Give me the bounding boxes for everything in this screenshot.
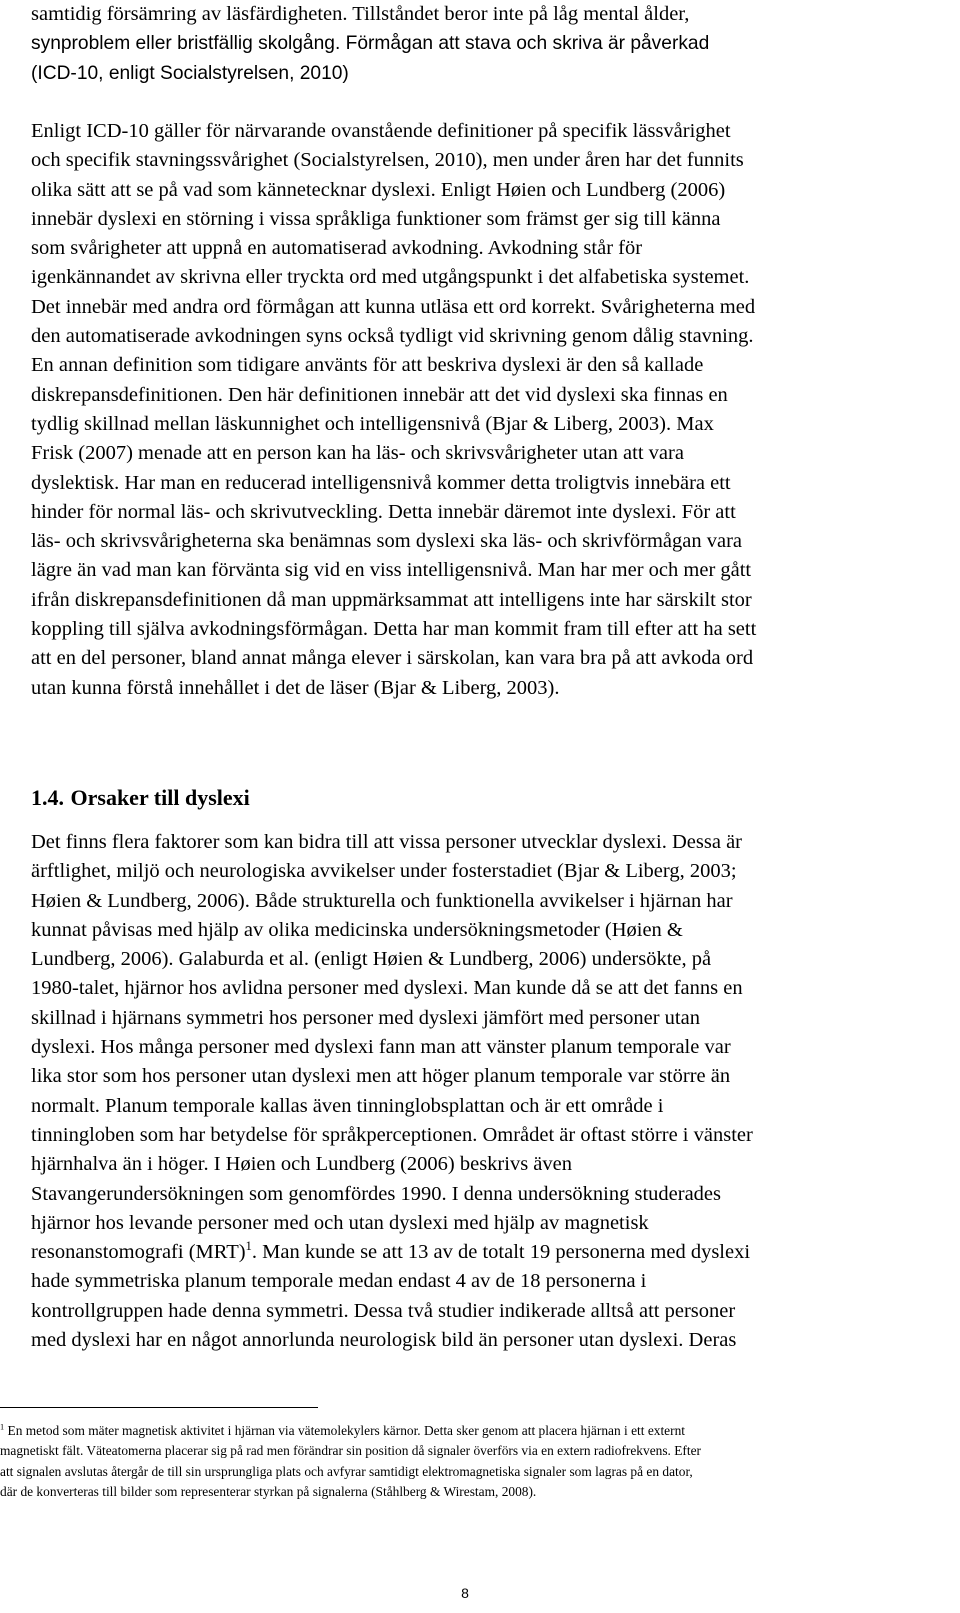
text-line: kunnat påvisas med hjälp av olika medicinska undersökningsmetoder (Høien & [31,918,683,941]
text-line: diskrepansdefinitionen. Den här definitionen innebär att det vid dyslexi ska finnas en [31,383,728,406]
text-line: utan kunna förstå innehållet i det de läser (Bjar & Liberg, 2003). [31,676,560,699]
text-line: läs- och skrivsvårigheterna ska benämnas som dyslexi ska läs- och skrivförmågan vara [31,530,743,553]
text-line: ifrån diskrepansdefinitionen då man uppmärksammat att intelligens inte har särskilt stor [31,588,752,611]
text-line: ärftlighet, miljö och neurologiska avvikelser under fosterstadiet (Bjar & Liberg, 2003; [31,860,737,883]
text-line: dyslexi. Hos många personer med dyslexi fann man att vänster planum temporale var [31,1036,731,1059]
paragraph-definitions [31,117,936,703]
mrt-text: resonanstomografi (MRT) [31,1241,246,1264]
text-line: Frisk (2007) menade att en person kan ha läs- och skrivsvårigheter utan att vara [31,442,684,465]
text-line: Enligt ICD-10 gäller för närvarande ovanstående definitioner på specifik lässvårighet [31,120,731,142]
text-line: Lundberg, 2006). Galaburda et al. (enligt Høien & Lundberg, 2006) undersökte, på [31,948,712,971]
text-line: tinningloben som har betydelse för språkperceptionen. Området är oftast större i vänster [31,1123,753,1146]
footnote-line: magnetiskt fält. Väteatomerna placerar sig på rad men förändrar sin position då signaler överförs via en extern radiofrekvens. Efter [0,1443,702,1459]
text-line: Høien & Lundberg, 2006). Både strukturella och funktionella avvikelser i hjärnan har [31,889,733,912]
text-line: igenkännandet av skrivna eller tryckta ord med utgångspunkt i det alfabetiska systemet. [31,266,750,289]
text-line [31,1238,936,1267]
footnote-separator [0,1407,318,1408]
text-line: 1980-talet, hjärnor hos avlidna personer med dyslexi. Man kunde då se att det fanns en [31,977,743,1000]
page-number: 8 [461,1585,469,1601]
text-line: Stavangerundersökningen som genomfördes 1990. I denna undersökning studerades [31,1182,722,1205]
text-line: tydlig skillnad mellan läskunnighet och intelligensnivå (Bjar & Liberg, 2003). Max [31,412,714,435]
footnote [0,1421,920,1503]
footnote-line [0,1421,920,1441]
section-title: Orsaker till dyslexi [70,785,250,810]
text-line: normalt. Planum temporale kallas även tinninglobsplattan och är ett område i [31,1094,664,1117]
paragraph-causes [31,828,936,1355]
text-line: skillnad i hjärnans symmetri hos personer med dyslexi jämfört med personer utan [31,1006,700,1029]
text-line: synproblem eller bristfällig skolgång. Förmågan att stava och skriva är påverkad [31,33,710,55]
text-line: koppling till själva avkodningsförmågan. Detta har man kommit fram till efter att ha sett [31,618,757,641]
text-line: Det innebär med andra ord förmågan att kunna utläsa ett ord korrekt. Svårigheterna med [31,295,756,318]
text-line: samtidig försämring av läsfärdigheten. Tillståndet beror inte på låg mental ålder, [31,3,690,25]
text-line: hinder för normal läs- och skrivutveckling. Detta innebär däremot inte dyslexi. För att [31,500,736,523]
text-line: att en del personer, bland annat många elever i särskolan, kan vara bra på att avkoda ord [31,647,754,670]
text-line: Det finns flera faktorer som kan bidra till att vissa personer utvecklar dyslexi. Dessa är [31,831,743,853]
text-line: olika sätt att se på vad som kännetecknar dyslexi. Enligt Høien och Lundberg (2006) [31,178,726,201]
footnote-line: att signalen avslutas återgår de till sin ursprungliga plats och avfyrar samtidigt elektromagnetiska signaler som lagras på en dator, [0,1463,693,1479]
footnote-reference[interactable]: 1 [245,1239,252,1254]
footnote-text: En metod som mäter magnetisk aktivitet i hjärnan via vätemolekylers kärnor. Detta sker genom att placera hjärnan i ett externt [7,1423,685,1438]
text-line: den automatiserade avkodningen syns också tydligt vid skrivning genom dålig stavning. [31,325,754,348]
footnote-line: där de konverteras till bilder som representerar styrkan på signalerna (Ståhlberg & Wirestam, 2008). [0,1484,537,1500]
text-line: hjärnor hos levande personer med och utan dyslexi med hjälp av magnetisk [31,1211,649,1234]
text-line: och specifik stavningssvårighet (Socialstyrelsen, 2010), men under åren har det funnits [31,149,744,172]
text-line: lägre än vad man kan förvänta sig vid en viss intelligensnivå. Man har mer och mer gått [31,559,752,582]
section-number: 1.4. [31,785,64,810]
text-line: dyslektisk. Har man en reducerad intelligensnivå kommer detta troligtvis innebära ett [31,471,731,494]
section-heading [31,783,250,813]
text-line: innebär dyslexi en störning i vissa språkliga funktioner som främst ger sig till känna [31,207,721,230]
text-line: kontrollgruppen hade denna symmetri. Dessa två studier indikerade alltså att personer [31,1299,736,1322]
text-line: med dyslexi har en något annorlunda neurologisk bild än personer utan dyslexi. Deras [31,1329,737,1352]
footnote-marker: 1 [0,1422,5,1432]
text-line: En annan definition som tidigare använts för att beskriva dyslexi är den så kallade [31,354,704,377]
text-line: (ICD-10, enligt Socialstyrelsen, 2010) [31,62,349,84]
text-line: som svårigheter att uppnå en automatiserad avkodning. Avkodning står för [31,237,643,260]
quoted-definition-end [31,0,936,88]
text-line: hjärnhalva än i höger. I Høien och Lundberg (2006) beskrivs även [31,1153,573,1176]
text-line: lika stor som hos personer utan dyslexi men att höger planum temporale var större än [31,1065,731,1088]
mrt-text-continued: . Man kunde se att 13 av de totalt 19 personerna med dyslexi [251,1241,751,1264]
text-line: hade symmetriska planum temporale medan endast 4 av de 18 personerna i [31,1270,647,1293]
